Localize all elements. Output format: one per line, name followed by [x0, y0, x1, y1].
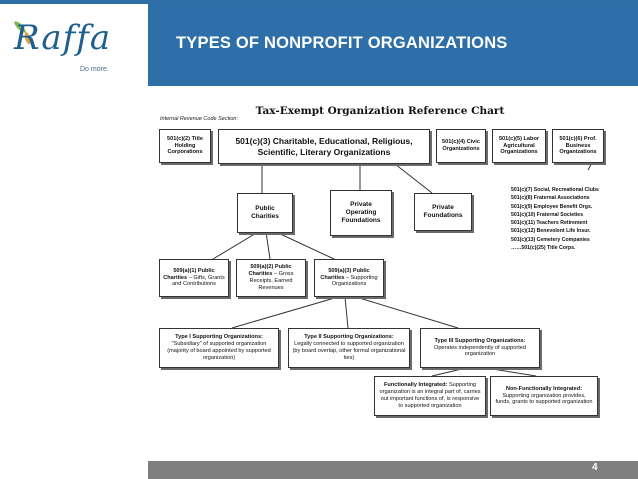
box-nfi-desc: Supporting organization provides, funds, grants to supported organization: [495, 392, 593, 406]
box-type-iii-desc: Operates independently of supported organization: [433, 344, 527, 358]
box-501c3: 501(c)(3) Charitable, Educational, Religious, Scientific, Literary Organizations: [218, 129, 430, 164]
list-item: 501(c)(11) Teachers Retirement: [511, 220, 588, 227]
connector: [356, 297, 458, 328]
box-501c6: 501(c)(6) Prof. Business Organizations: [552, 129, 604, 163]
box-public-charities: Public Charities: [237, 193, 293, 233]
connector: [213, 232, 258, 259]
footer-bar: [148, 461, 638, 479]
list-item: 501(c)(9) Employee Benefit Orgs.: [511, 203, 593, 210]
connector: [345, 297, 348, 328]
box-509a1: [159, 259, 229, 297]
box-functionally-integrated: [374, 376, 486, 416]
logo-wordmark: Raffa: [14, 18, 112, 58]
irc-section-label: Internal Revenue Code Section:: [160, 116, 238, 122]
list-item: 501(c)(12) Benevolent Life Insur.: [511, 228, 591, 235]
slide-title: TYPES OF NONPROFIT ORGANIZATIONS: [176, 34, 508, 52]
box-509a2: [236, 259, 306, 297]
connector: [486, 368, 536, 376]
box-private-operating-foundations: Private Operating Foundations: [330, 190, 392, 236]
box-509a3: [314, 259, 384, 297]
box-501c4: 501(c)(4) Civic Organizations: [436, 129, 486, 163]
box-501c2: 501(c)(2) Title Holding Corporations: [159, 129, 211, 163]
list-item: 501(c)(13) Cemetery Companies: [511, 236, 590, 243]
box-private-foundations: Private Foundations: [414, 193, 472, 231]
box-fi-desc: Supporting organization is an integral part of, carries out important functions of, is responsive to supported organization: [379, 382, 481, 409]
connector: [432, 368, 466, 376]
box-type-ii-title: Type II Supporting Organizations:: [304, 334, 394, 341]
box-nfi-title: Non-Functionally Integrated:: [505, 385, 583, 392]
box-type-iii: [420, 328, 540, 368]
box-type-ii-desc: Legally connected to supported organization (by board overlap, other formal organizational ties): [292, 341, 406, 361]
list-item: ……501(c)(25) Title Corps.: [511, 245, 576, 252]
list-item: 501(c)(8) Fraternal Associations: [511, 195, 590, 202]
box-type-ii: [288, 328, 410, 368]
box-fi-title: Functionally Integrated:: [383, 382, 448, 389]
box-509a3-title: 509(a)(3) Public Charities: [320, 267, 370, 281]
box-type-i: [159, 328, 279, 368]
list-item: 501(c)(7) Social, Recreational Clubs: [511, 187, 599, 193]
box-non-functionally-integrated: [490, 376, 598, 416]
connector: [276, 232, 334, 259]
box-509a2-title: 509(a)(2) Public Charities: [248, 264, 292, 278]
box-509a3-desc: – Supporting Organizations: [331, 274, 378, 288]
box-type-i-desc: "Subsidiary" of supported organization (majority of board appointed by supported organization): [167, 341, 271, 361]
connector: [232, 297, 338, 328]
chart-title: Tax-Exempt Organization Reference Chart: [255, 105, 505, 117]
box-509a2-desc: – Gross Receipts, Earned Revenues: [249, 271, 294, 291]
box-509a1-title: 509(a)(1) Public Charities: [163, 267, 215, 281]
list-item: 501(c)(10) Fraternal Societies: [511, 211, 584, 218]
page-number: 4: [592, 462, 598, 473]
logo-tagline: Do more.: [80, 66, 109, 73]
other-501c-list: [511, 186, 599, 252]
box-type-iii-title: Type III Supporting Organizations:: [434, 337, 526, 344]
box-501c5: 501(c)(5) Labor Agricultural Organizations: [492, 129, 546, 163]
connector: [395, 164, 432, 193]
connector: [266, 232, 270, 259]
box-509a1-desc: – Gifts, Grants and Contributions: [172, 274, 225, 288]
box-type-i-title: Type I Supporting Organizations:: [175, 334, 263, 341]
